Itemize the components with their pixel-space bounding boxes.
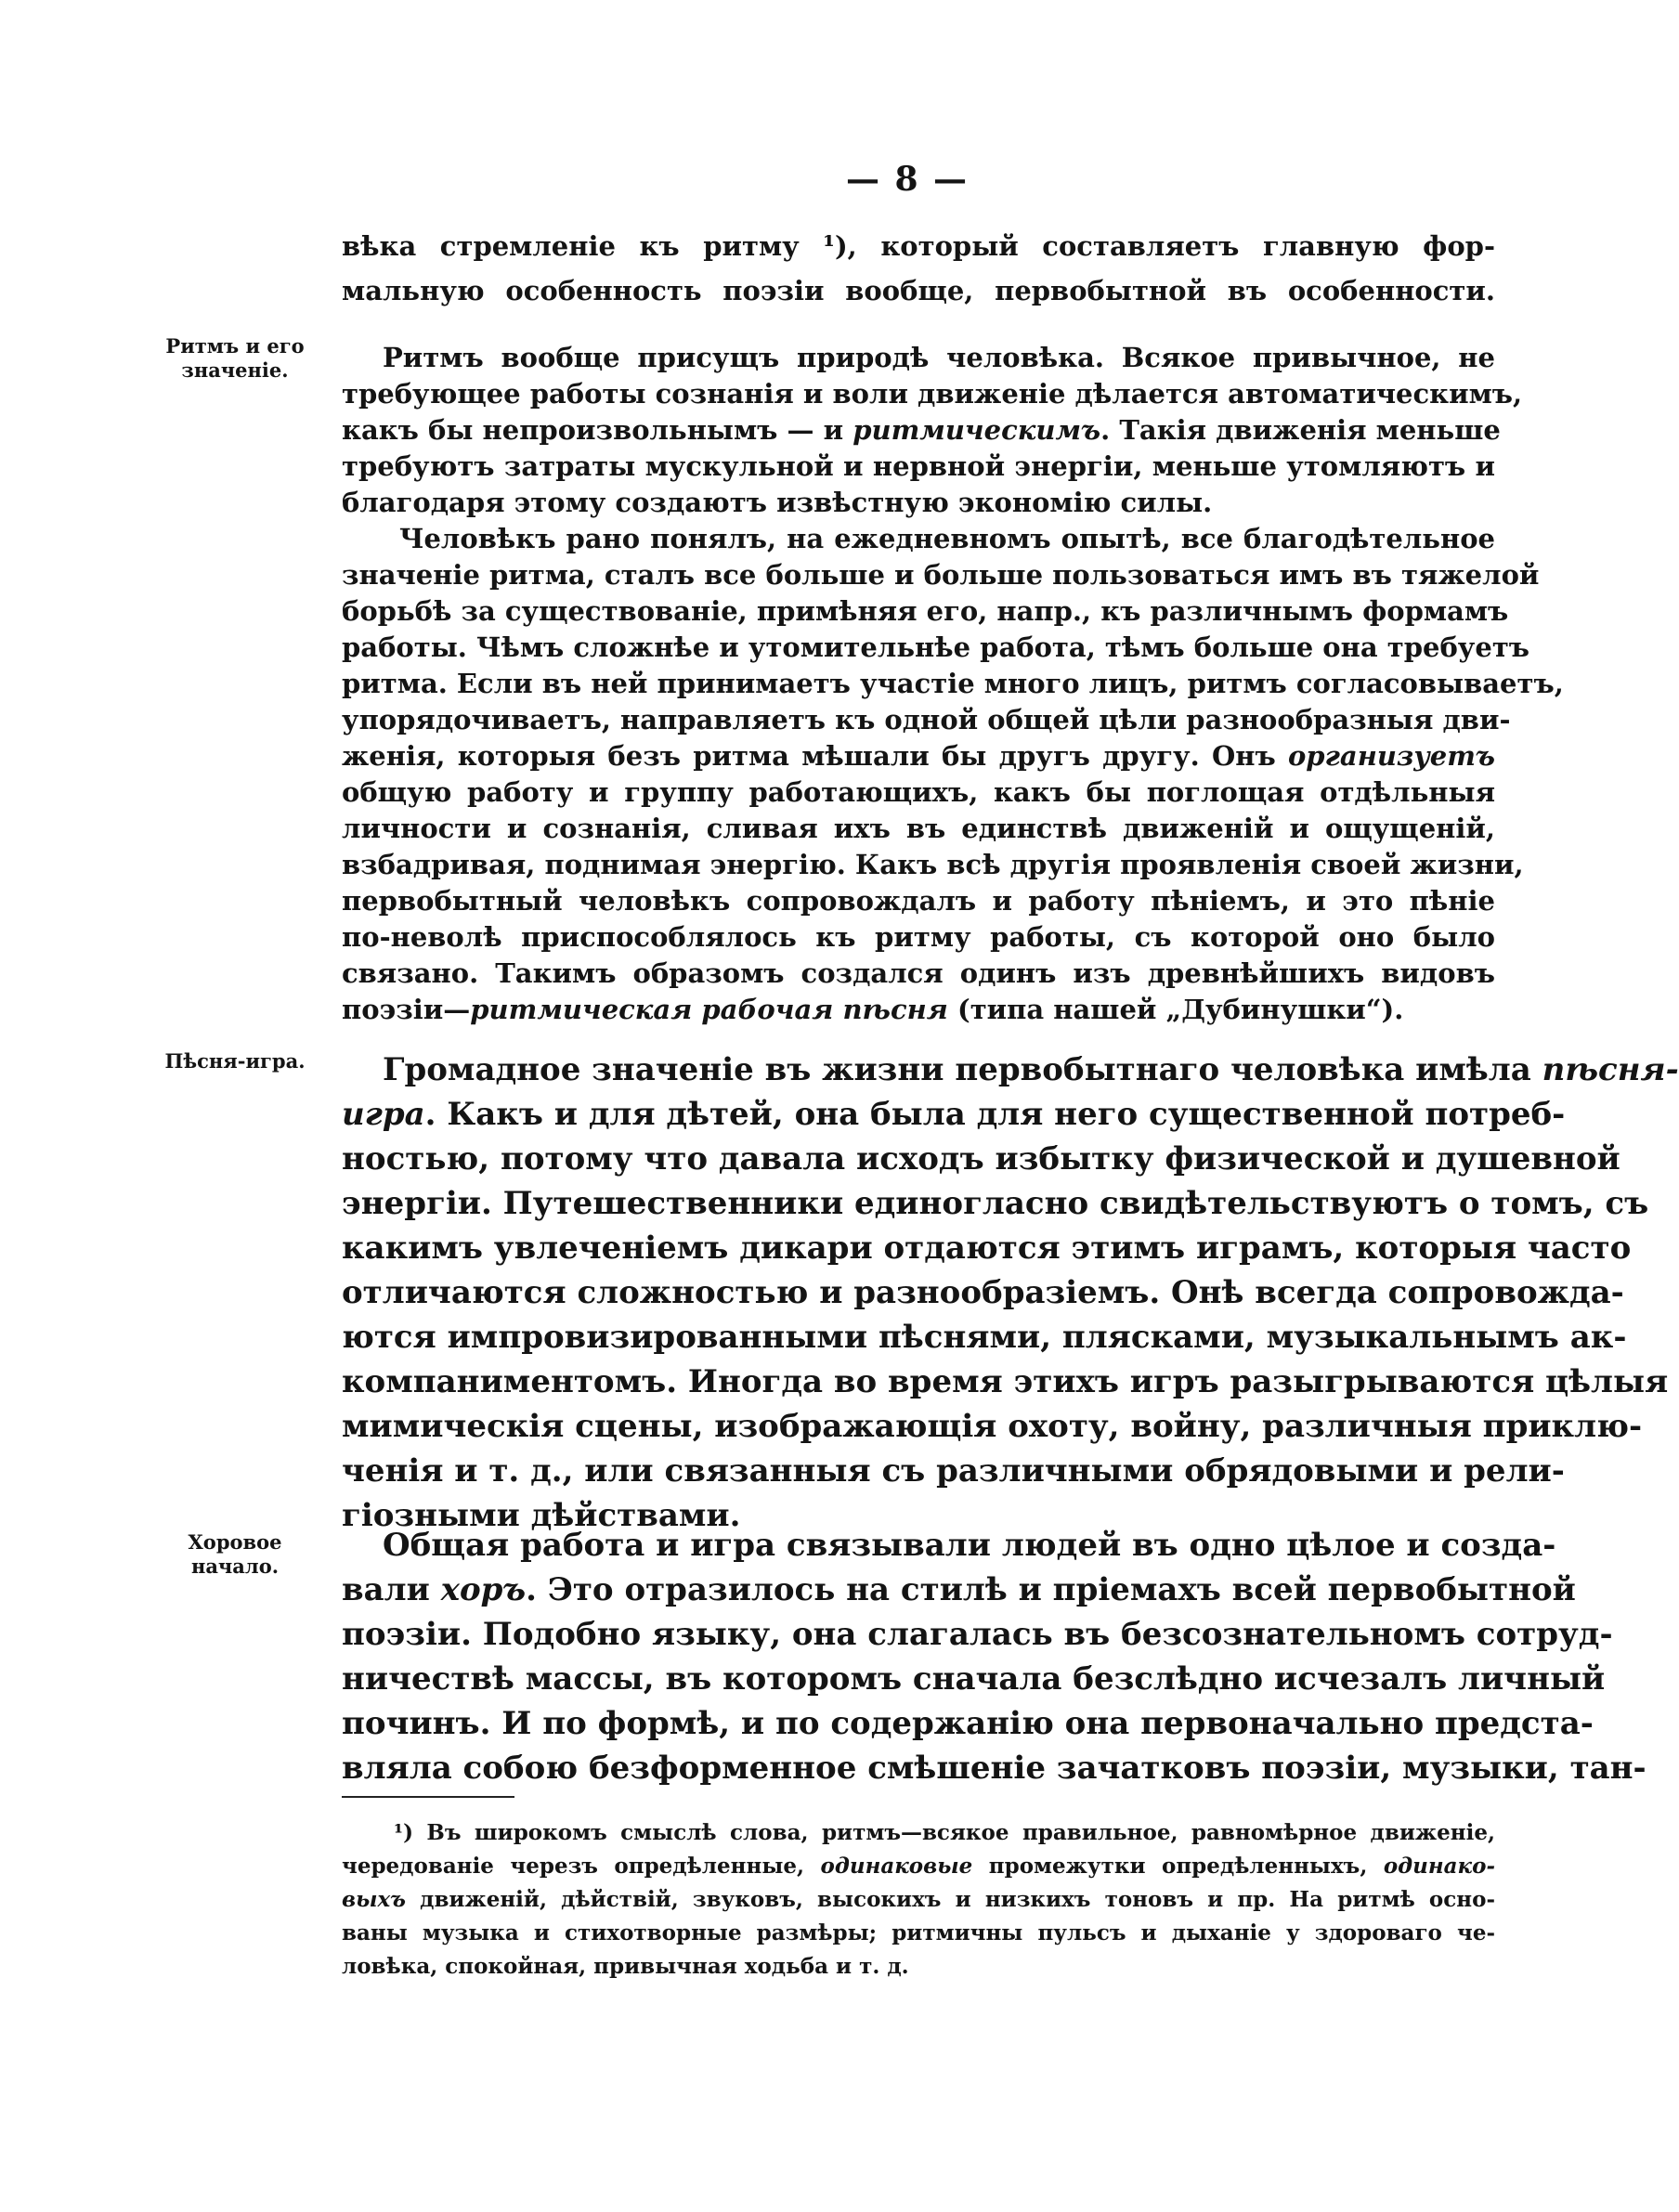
text-line: первобытный человѣкъ сопровождалъ и работу пѣніемъ, и это пѣніе (342, 885, 1495, 917)
text-line: общую работу и группу работающихъ, какъ бы поглощая отдѣльныя (342, 776, 1495, 808)
text-line: требующее работы сознанія и воли движеніе дѣлается автоматическимъ, (342, 378, 1523, 410)
text-line: ритма. Если въ ней принимаетъ участіе много лицъ, ритмъ согласовываетъ, (342, 668, 1564, 699)
text-line: вѣка стремленіе къ ритму ¹), который составляетъ главную фор- (342, 230, 1495, 262)
text-segment: чередованіе черезъ опредѣленные, (342, 1854, 821, 1879)
text-line (342, 1568, 1576, 1612)
margin-note-line: Ритмъ и его (165, 334, 305, 358)
text-line: по-неволѣ приспособлялось къ ритму работы, съ которой оно было (342, 921, 1495, 953)
text-segment: Громадное значеніе въ жизни первобытнаго человѣка имѣла (383, 1051, 1542, 1088)
text-line: энергіи. Путешественники единогласно свидѣтельствуютъ о томъ, съ (342, 1185, 1649, 1222)
italic-term: одинако- (1383, 1854, 1496, 1879)
margin-note-choral (156, 1530, 314, 1579)
margin-note-line: значеніе. (181, 358, 289, 382)
text-segment: промежутки опредѣленныхъ, (972, 1854, 1384, 1879)
text-line (342, 1092, 1566, 1137)
margin-note-line: Хоровое (188, 1530, 282, 1554)
text-segment: . Это отразилось на стилѣ и пріемахъ всей первобытной (526, 1571, 1576, 1608)
footnote-line (342, 1883, 1495, 1917)
text-line: упорядочиваетъ, направляетъ къ одной общей цѣли разнообразныя дви- (342, 704, 1511, 735)
text-line: вляла собою безформенное смѣшеніе зачатковъ поэзіи, музыки, тан- (342, 1750, 1646, 1787)
italic-term: организуетъ (1287, 740, 1495, 772)
text-line (342, 992, 1495, 1028)
text-line: требуютъ затраты мускульной и нервной энергіи, меньше утомляютъ и (342, 450, 1495, 482)
text-segment: (типа нашей „Дубинушки“). (947, 994, 1404, 1025)
italic-term: игра (342, 1096, 425, 1133)
margin-note-line: начало. (190, 1555, 280, 1578)
text-segment: . Такія движенія меньше (1100, 414, 1501, 446)
text-line: значеніе ритма, сталъ все больше и больше пользоваться имъ въ тяжелой (342, 559, 1540, 591)
text-line: связано. Такимъ образомъ создался одинъ изъ древнѣйшихъ видовъ (342, 957, 1495, 989)
footnote-line: ваны музыка и стихотворные размѣры; ритмичны пульсъ и дыханіе у здороваго че- (342, 1920, 1495, 1945)
text-segment: какъ бы непроизвольнымъ — и (342, 414, 853, 446)
text-line: гіозными дѣйствами. (342, 1497, 741, 1534)
margin-note-rhythm (156, 334, 314, 383)
text-line: отличаются сложностью и разнообразіемъ. Онѣ всегда сопровожда- (342, 1274, 1624, 1311)
text-segment: . Какъ и для дѣтей, она была для него существенной потреб- (424, 1096, 1566, 1133)
footnote-line: ¹) Въ широкомъ смыслѣ слова, ритмъ—всякое правильное, равномѣрное движеніе, (394, 1820, 1495, 1845)
text-line: борьбѣ за существованіе, примѣняя его, напр., къ различнымъ формамъ (342, 595, 1509, 627)
text-line: ничествѣ массы, въ которомъ сначала безслѣдно исчезалъ личный (342, 1660, 1606, 1698)
text-line (342, 1047, 1679, 1092)
italic-term: пѣсня- (1542, 1051, 1679, 1088)
text-line: ченія и т. д., или связанныя съ различными обрядовыми и рели- (342, 1452, 1565, 1490)
italic-term: хоръ (440, 1571, 527, 1608)
italic-term: выхъ (342, 1887, 406, 1912)
text-line: ются импровизированными пѣснями, плясками, музыкальнымъ ак- (342, 1319, 1627, 1356)
text-line: работы. Чѣмъ сложнѣе и утомительнѣе работа, тѣмъ больше она требуетъ (342, 631, 1530, 663)
text-segment: поэзіи— (342, 994, 471, 1025)
margin-note-line: Пѣсня-игра. (164, 1049, 306, 1073)
text-line: поэзіи. Подобно языку, она слагалась въ безсознательномъ сотруд- (342, 1616, 1613, 1653)
text-line: какимъ увлеченіемъ дикари отдаются этимъ играмъ, которыя часто (342, 1230, 1632, 1267)
text-line: ностью, потому что давала исходъ избытку физической и душевной (342, 1140, 1620, 1178)
text-line: починъ. И по формѣ, и по содержанію она первоначально предста- (342, 1705, 1594, 1742)
text-line (342, 412, 1501, 449)
text-segment: движеній, дѣйствій, звуковъ, высокихъ и низкихъ тоновъ и пр. На ритмѣ осно- (405, 1887, 1495, 1912)
text-line (342, 738, 1495, 774)
italic-term: ритмическимъ (853, 414, 1101, 446)
footnote-line (342, 1850, 1495, 1883)
page-number: — 8 — (845, 160, 970, 199)
italic-term: одинаковые (820, 1854, 973, 1879)
text-segment: женія, которыя безъ ритма мѣшали бы другъ другу. Онъ (342, 740, 1288, 772)
text-line: Ритмъ вообще присущъ природѣ человѣка. Всякое привычное, не (383, 342, 1495, 373)
text-line: благодаря этому создаютъ извѣстную экономію силы. (342, 487, 1213, 518)
text-line: мальную особенность поэзіи вообще, первобытной въ особенности. (342, 275, 1495, 306)
footnote-divider (342, 1796, 514, 1798)
footnote-line: ловѣка, спокойная, привычная ходьба и т. д. (342, 1954, 909, 1979)
text-segment: вали (342, 1571, 441, 1608)
text-line: мимическія сцены, изображающія охоту, войну, различныя приклю- (342, 1408, 1643, 1445)
text-line: компаниментомъ. Иногда во время этихъ игръ разыгрываются цѣлыя (342, 1363, 1669, 1400)
margin-note-song-game (156, 1049, 314, 1073)
italic-term: ритмическая рабочая пѣсня (470, 994, 948, 1025)
text-line: Общая работа и игра связывали людей въ одно цѣлое и созда- (383, 1527, 1556, 1564)
text-line: Человѣкъ рано понялъ, на ежедневномъ опытѣ, все благодѣтельное (399, 523, 1495, 554)
text-line: взбадривая, поднимая энергію. Какъ всѣ другія проявленія своей жизни, (342, 849, 1524, 880)
text-line: личности и сознанія, сливая ихъ въ единствѣ движеній и ощущеній, (342, 813, 1495, 844)
